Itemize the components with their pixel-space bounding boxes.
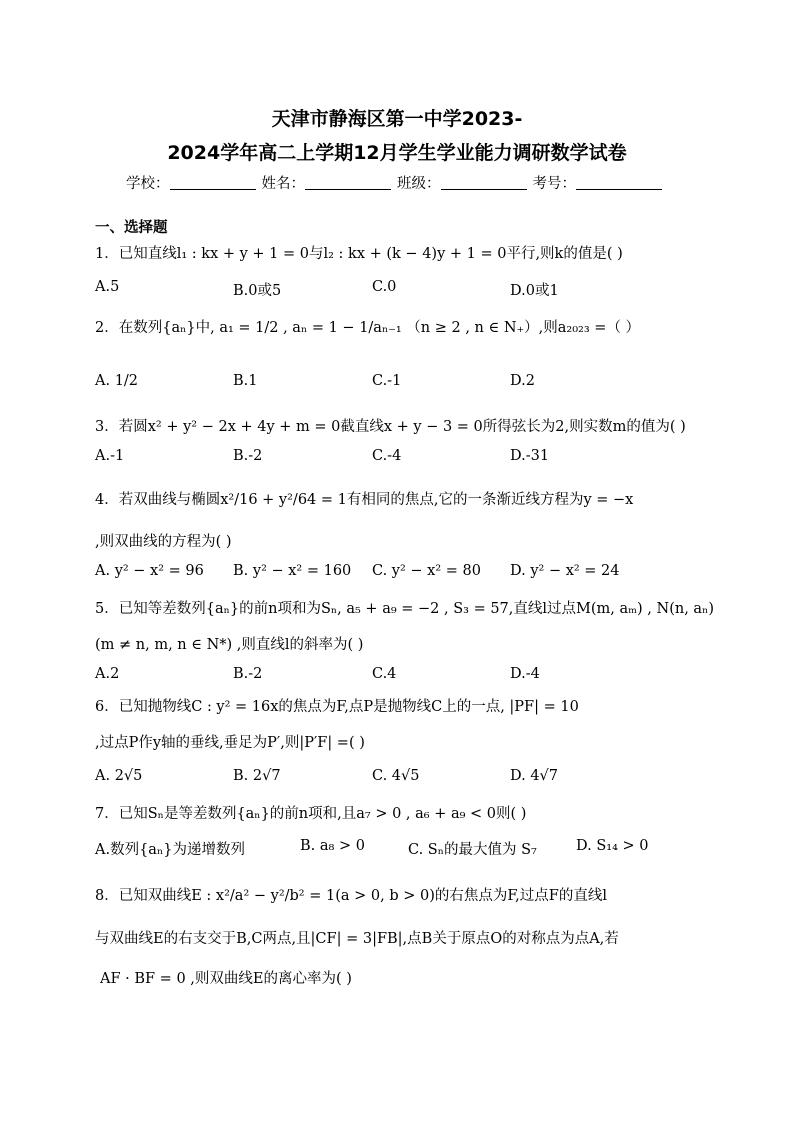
q5-option-d[interactable]: D.-4 <box>510 666 540 682</box>
question-3-stem: 若圆x² + y² − 2x + 4y + m = 0截直线x + y − 3 = 0所得弦长为2,则实数m的值为( ) <box>118 419 686 435</box>
q5-option-a[interactable]: A.2 <box>95 666 120 682</box>
q7-option-b[interactable]: B. a₈ > 0 <box>300 838 365 854</box>
q6-option-a[interactable]: A. 2√5 <box>95 768 143 784</box>
q2-option-b[interactable]: B.1 <box>233 373 258 389</box>
name-label: 姓名： <box>261 176 305 192</box>
question-2-stem: 在数列{aₙ}中, a₁ = 1/2 , aₙ = 1 − 1/aₙ₋₁ （n ≥ 2 , n ∈ N₊）,则a₂₀₂₃ =（ ） <box>118 320 641 336</box>
school-label: 学校： <box>126 176 170 192</box>
q4-option-d[interactable]: D. y² − x² = 24 <box>510 563 620 579</box>
q2-option-d[interactable]: D.2 <box>510 373 535 389</box>
question-2: 2．在数列{aₙ}中, a₁ = 1/2 , aₙ = 1 − 1/aₙ₋₁ （n ≥ 2 , n ∈ N₊）,则a₂₀₂₃ =（ ） <box>95 320 641 336</box>
title-line-1: 天津市静海区第一中学2023- <box>271 108 523 130</box>
question-3: 3．若圆x² + y² − 2x + 4y + m = 0截直线x + y − 3 = 0所得弦长为2,则实数m的值为( ) <box>95 419 686 435</box>
question-6-stem-cont: ,过点P作y轴的垂线,垂足为P′,则|P′F| =( ) <box>95 735 365 751</box>
question-8: 8．已知双曲线E : x²/a² − y²/b² = 1(a > 0, b > 0)的右焦点为F,过点F的直线l <box>95 888 607 904</box>
student-info-row <box>0 172 794 193</box>
question-5-stem: 已知等差数列{aₙ}的前n项和为Sₙ, a₅ + a₉ = −2 , S₃ = 57,直线l过点M(m, aₘ) , N(n, aₙ) <box>118 601 714 617</box>
question-8-stem: 已知双曲线E : x²/a² − y²/b² = 1(a > 0, b > 0)的右焦点为F,过点F的直线l <box>118 888 607 904</box>
title-line-2: 2024学年高二上学期12月学生学业能力调研数学试卷 <box>167 142 627 164</box>
school-blank[interactable] <box>170 175 256 190</box>
q7-option-a[interactable]: A.数列{aₙ}为递增数列 <box>95 842 245 858</box>
question-8-stem-cont: 与双曲线E的右支交于B,C两点,且|CF| = 3|FB|,点B关于原点O的对称点为点A,若 <box>95 931 619 947</box>
question-6-stem: 已知抛物线C : y² = 16x的焦点为F,点P是抛物线C上的一点, |PF| = 10 <box>118 699 579 715</box>
q3-option-b[interactable]: B.-2 <box>233 448 263 464</box>
q2-option-c[interactable]: C.-1 <box>372 373 402 389</box>
class-blank[interactable] <box>441 175 527 190</box>
q1-option-a[interactable]: A.5 <box>95 279 120 295</box>
question-5-stem-cont: (m ≠ n, m, n ∈ N*) ,则直线l的斜率为( ) <box>95 637 364 653</box>
class-label: 班级： <box>397 176 441 192</box>
question-4-stem: 若双曲线与椭圆x²/16 + y²/64 = 1有相同的焦点,它的一条渐近线方程为y = −x <box>118 492 634 508</box>
question-4-stem-cont: ,则双曲线的方程为( ) <box>95 534 232 550</box>
question-7: 7．已知Sₙ是等差数列{aₙ}的前n项和,且a₇ > 0 , a₆ + a₉ < 0则( ) <box>95 806 527 822</box>
section-heading: 一、选择题 <box>95 220 168 236</box>
q1-option-b[interactable]: B.0或5 <box>233 283 282 299</box>
q5-option-c[interactable]: C.4 <box>372 666 397 682</box>
q3-option-d[interactable]: D.-31 <box>510 448 550 464</box>
question-5: 5．已知等差数列{aₙ}的前n项和为Sₙ, a₅ + a₉ = −2 , S₃ = 57,直线l过点M(m, aₘ) , N(n, aₙ) <box>95 601 714 617</box>
q3-option-c[interactable]: C.-4 <box>372 448 402 464</box>
question-1: 1．已知直线l₁ : kx + y + 1 = 0与l₂ : kx + (k − 4)y + 1 = 0平行,则k的值是( ) <box>95 246 623 262</box>
exam-number-label: 考号： <box>532 176 576 192</box>
q6-option-b[interactable]: B. 2√7 <box>233 768 281 784</box>
q1-option-c[interactable]: C.0 <box>372 279 397 295</box>
exam-number-blank[interactable] <box>576 175 662 190</box>
q1-option-d[interactable]: D.0或1 <box>510 283 559 299</box>
q3-option-a[interactable]: A.-1 <box>95 448 125 464</box>
name-blank[interactable] <box>305 175 391 190</box>
q7-option-d[interactable]: D. S₁₄ > 0 <box>576 838 649 854</box>
q4-option-b[interactable]: B. y² − x² = 160 <box>233 563 352 579</box>
q6-option-d[interactable]: D. 4√7 <box>510 768 559 784</box>
question-4: 4．若双曲线与椭圆x²/16 + y²/64 = 1有相同的焦点,它的一条渐近线方程为y = −x <box>95 492 634 508</box>
q7-option-c[interactable]: C. Sₙ的最大值为 S₇ <box>408 842 537 858</box>
q6-option-c[interactable]: C. 4√5 <box>372 768 420 784</box>
q2-option-a[interactable]: A. 1/2 <box>95 373 139 389</box>
question-8-stem-cont-2: AF · BF = 0 ,则双曲线E的离心率为( ) <box>100 971 352 987</box>
q5-option-b[interactable]: B.-2 <box>233 666 263 682</box>
q4-option-a[interactable]: A. y² − x² = 96 <box>95 563 204 579</box>
question-6: 6．已知抛物线C : y² = 16x的焦点为F,点P是抛物线C上的一点, |PF| = 10 <box>95 699 579 715</box>
q4-option-c[interactable]: C. y² − x² = 80 <box>372 563 481 579</box>
question-1-stem: 已知直线l₁ : kx + y + 1 = 0与l₂ : kx + (k − 4)y + 1 = 0平行,则k的值是( ) <box>118 246 623 262</box>
question-7-stem: 已知Sₙ是等差数列{aₙ}的前n项和,且a₇ > 0 , a₆ + a₉ < 0则( ) <box>118 806 527 822</box>
